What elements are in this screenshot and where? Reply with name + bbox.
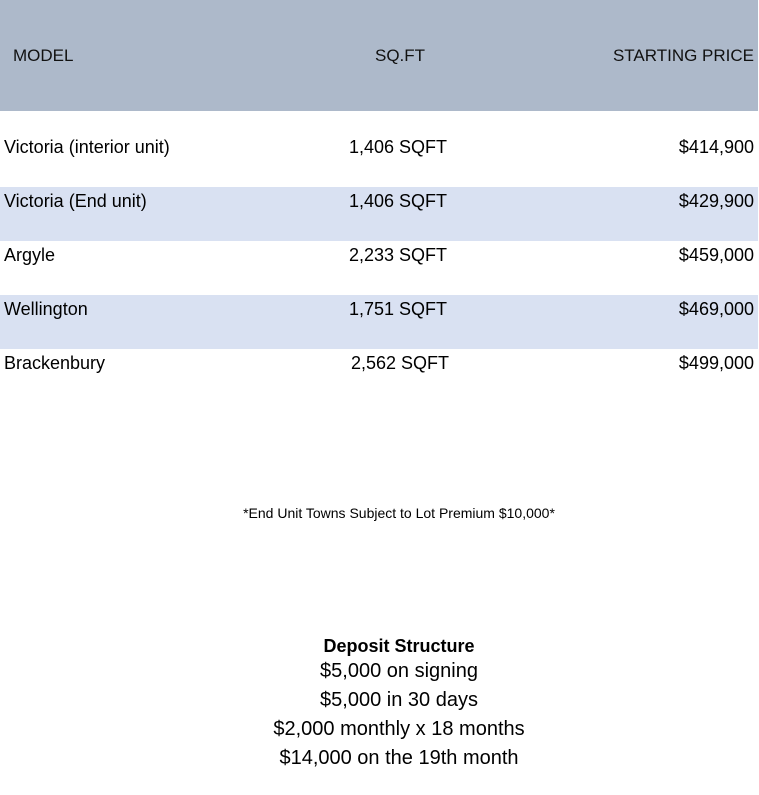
- table-row: [0, 295, 758, 349]
- row-sqft: 1,406 SQFT: [349, 191, 448, 211]
- row-sqft: 1,406 SQFT: [349, 137, 448, 157]
- row-sqft: 1,751 SQFT: [349, 299, 448, 319]
- header-sqft: SQ.FT: [375, 46, 426, 65]
- deposit-line: $14,000 on the 19th month: [279, 747, 519, 769]
- lot-premium-note: *End Unit Towns Subject to Lot Premium $10,000*: [243, 505, 555, 521]
- table-header: [0, 0, 758, 111]
- row-price: $469,000: [678, 299, 754, 319]
- row-price: $429,900: [678, 191, 754, 211]
- deposit-line: $5,000 in 30 days: [320, 689, 478, 711]
- row-model: Victoria (interior unit): [4, 137, 170, 157]
- table-row: [0, 349, 758, 403]
- deposit-title: Deposit Structure: [323, 636, 475, 656]
- row-model: Argyle: [4, 245, 56, 265]
- row-model: Victoria (End unit): [4, 191, 147, 211]
- deposit-line: $2,000 monthly x 18 months: [273, 718, 525, 740]
- row-model: Wellington: [4, 299, 88, 319]
- row-price: $414,900: [678, 137, 754, 157]
- table-row: [0, 187, 758, 241]
- header-model: MODEL: [13, 46, 74, 65]
- deposit-structure: [0, 635, 759, 773]
- row-price: $499,000: [678, 353, 754, 373]
- row-model: Brackenbury: [4, 353, 106, 373]
- header-starting-price: STARTING PRICE: [612, 46, 754, 65]
- table-row: [0, 241, 758, 295]
- deposit-line: $5,000 on signing: [320, 660, 478, 682]
- table-row: [0, 120, 758, 174]
- row-sqft: 2,233 SQFT: [349, 245, 448, 265]
- row-sqft: 2,562 SQFT: [351, 353, 450, 373]
- row-price: $459,000: [678, 245, 754, 265]
